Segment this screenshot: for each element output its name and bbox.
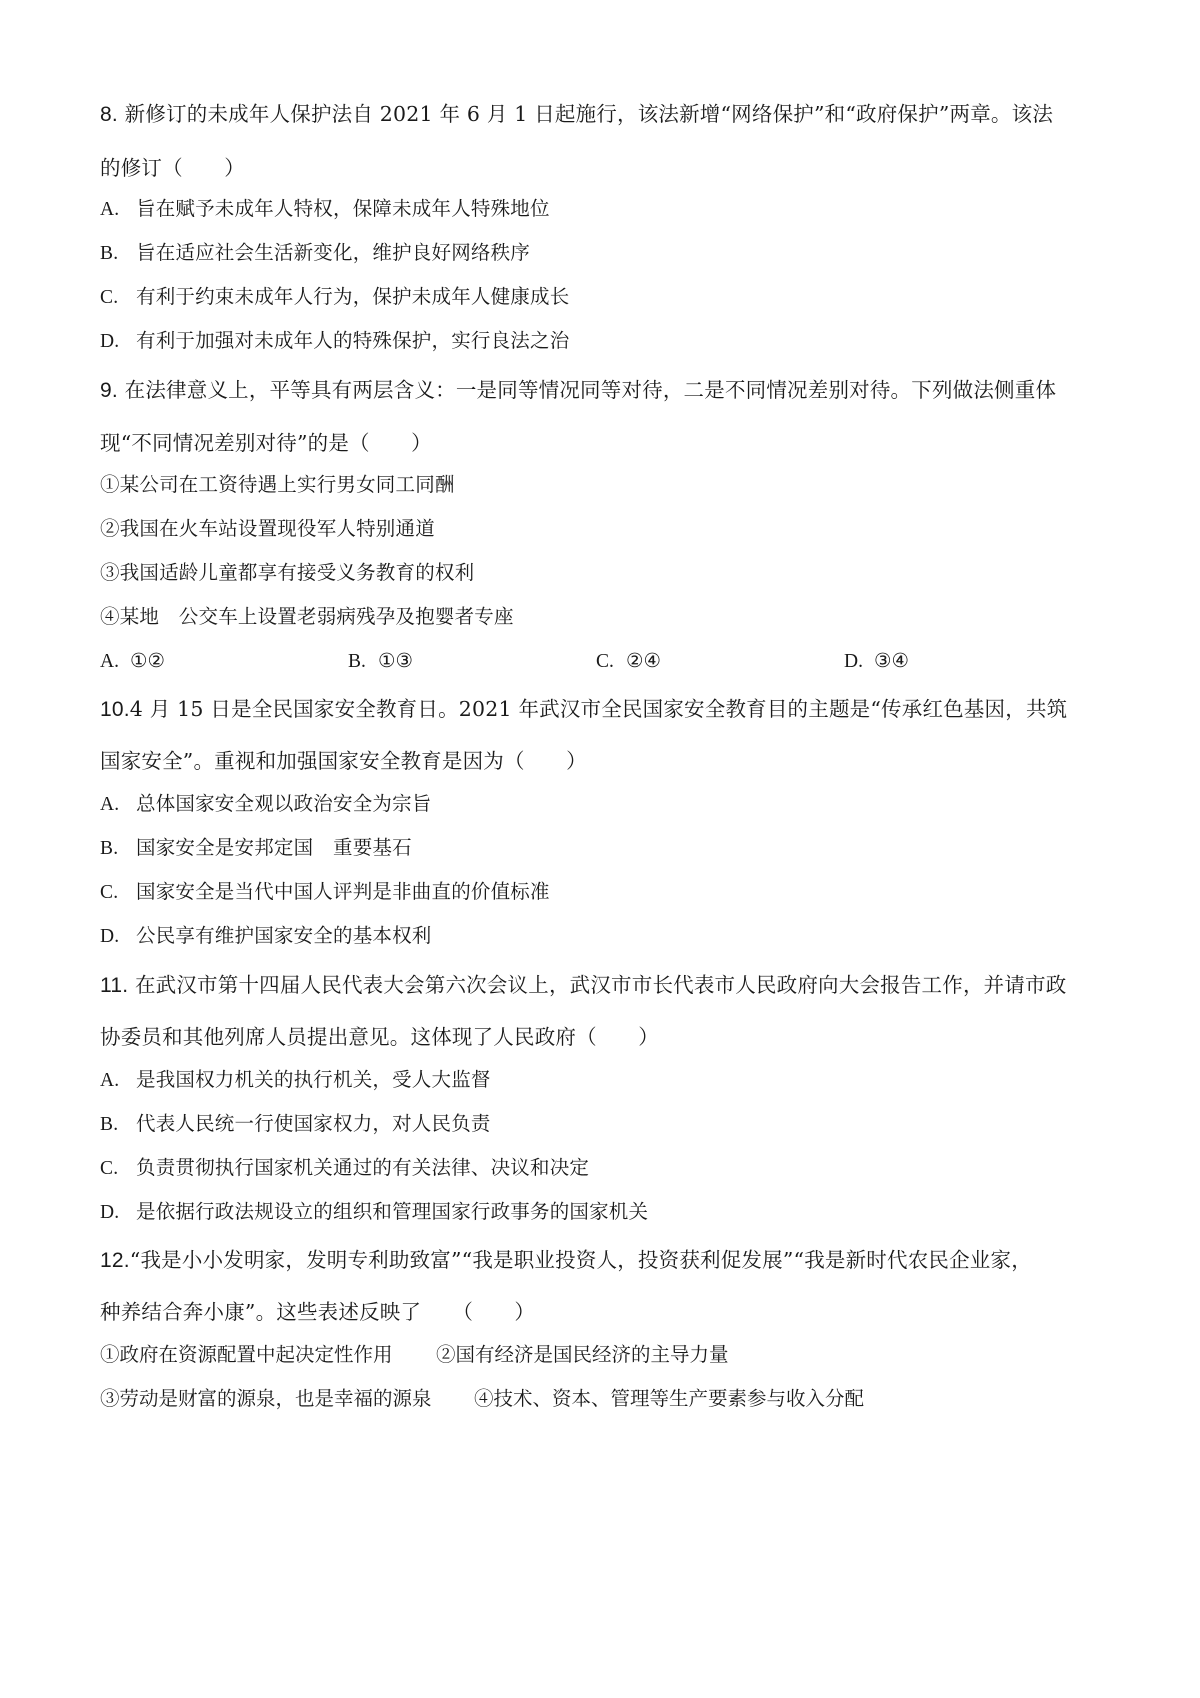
question-9-item-1: ①某公司在工资待遇上实行男女同工同酬	[100, 473, 455, 496]
question-9-item-2: ②我国在火车站设置现役军人特别通道	[100, 517, 435, 540]
question-11-option-c: C. 负责贯彻执行国家机关通过的有关法律、决议和决定	[100, 1156, 590, 1179]
question-9-option-d: D. ③④	[844, 649, 909, 672]
question-10-number: 10.	[100, 698, 130, 721]
question-10-option-a: A. 总体国家安全观以政治安全为宗旨	[100, 792, 432, 815]
question-8-number: 8.	[100, 103, 118, 126]
question-8-option-d: D. 有利于加强对未成年人的特殊保护，实行良法之治	[100, 329, 570, 352]
question-12-item-3: ③劳动是财富的源泉，也是幸福的源泉	[100, 1387, 432, 1410]
question-12-item-1: ①政府在资源配置中起决定性作用	[100, 1343, 393, 1366]
question-11-option-b: B. 代表人民统一行使国家权力，对人民负责	[100, 1112, 491, 1135]
question-12-item-2: ②国有经济是国民经济的主导力量	[436, 1343, 729, 1366]
question-10-option-b: B. 国家安全是安邦定国 重要基石	[100, 836, 412, 859]
question-12-stem-line1: 12.“我是小小发明家，发明专利助致富”“我是职业投资人，投资获利促发展”“我是新时代农民企业家，	[100, 1248, 1032, 1272]
question-10-option-c: C. 国家安全是当代中国人评判是非曲直的价值标准	[100, 880, 550, 903]
question-8-stem-line1: 8. 新修订的未成年人保护法自 2021 年 6 月 1 日起施行，该法新增“网络保护”和“政府保护”两章。该法	[100, 102, 1054, 126]
question-9-number: 9.	[100, 379, 118, 402]
question-9-item-3: ③我国适龄儿童都享有接受义务教育的权利	[100, 561, 475, 584]
question-9-item-4: ④某地 公交车上设置老弱病残孕及抱婴者专座	[100, 605, 514, 628]
question-9-stem-line2: 现“不同情况差别对待”的是（ ）	[100, 431, 432, 455]
question-11-number: 11.	[100, 974, 129, 997]
question-11-option-d: D. 是依据行政法规设立的组织和管理国家行政事务的国家机关	[100, 1200, 649, 1223]
question-11-stem-line1: 11. 在武汉市第十四届人民代表大会第六次会议上，武汉市市长代表市人民政府向大会报告工作，并请市政	[100, 973, 1067, 997]
question-11-stem-line2: 协委员和其他列席人员提出意见。这体现了人民政府（ ）	[100, 1025, 659, 1049]
question-8-option-b: B. 旨在适应社会生活新变化，维护良好网络秩序	[100, 241, 531, 264]
question-9-stem-line1: 9. 在法律意义上，平等具有两层含义：一是同等情况同等对待，二是不同情况差别对待。下列做法侧重体	[100, 378, 1057, 402]
question-8-option-a: A. 旨在赋予未成年人特权，保障未成年人特殊地位	[100, 197, 550, 220]
question-8-option-c: C. 有利于约束未成年人行为，保护未成年人健康成长	[100, 285, 570, 308]
question-11-option-a: A. 是我国权力机关的执行机关，受人大监督	[100, 1068, 491, 1091]
question-10-stem-line1: 10.4 月 15 日是全民国家安全教育日。2021 年武汉市全民国家安全教育目的主题是“传承红色基因，共筑	[100, 697, 1068, 721]
question-12-stem-line2: 种养结合奔小康”。这些表述反映了 （ ）	[100, 1300, 536, 1324]
question-9-option-c: C. ②④	[596, 649, 661, 672]
question-10-option-d: D. 公民享有维护国家安全的基本权利	[100, 924, 432, 947]
question-12-item-4: ④技术、资本、管理等生产要素参与收入分配	[474, 1387, 865, 1410]
question-12-number: 12.	[100, 1249, 130, 1272]
question-9-option-a: A. ①②	[100, 649, 165, 672]
question-10-stem-line2: 国家安全”。重视和加强国家安全教育是因为（ ）	[100, 749, 587, 773]
question-8-stem-line2: 的修订（ ）	[100, 156, 245, 180]
question-9-option-b: B. ①③	[348, 649, 413, 672]
